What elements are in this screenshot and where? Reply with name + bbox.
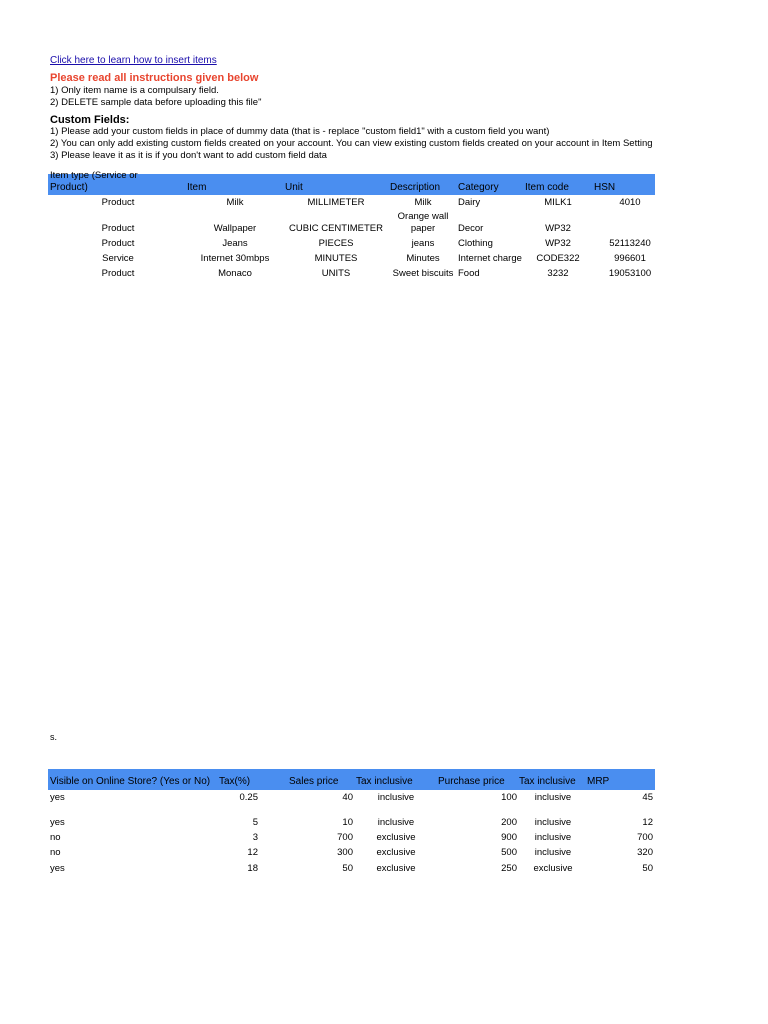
custom-fields-title: Custom Fields: [50, 114, 130, 126]
table-row-1-hsn: 4010 [619, 197, 641, 208]
stray-text: s. [50, 732, 58, 742]
table-row-4-type: Service [102, 253, 134, 264]
pricing-row-1-purchase: 100 [501, 792, 517, 803]
table-row-5-unit: UNITS [321, 268, 351, 279]
pricing-row-2-mrp: 12 [642, 817, 653, 828]
header-visible-online: Visible on Online Store? (Yes or No) [50, 776, 211, 787]
table-row-4-item: Internet 30mbps [200, 253, 270, 264]
insert-items-help-link[interactable]: Click here to learn how to insert items [50, 55, 217, 66]
header-item-type-line2: Product) [50, 182, 88, 193]
header-hsn: HSN [594, 182, 616, 193]
pricing-row-2-inc1: inclusive [377, 817, 415, 828]
table-row-1-unit: MILLIMETER [307, 197, 365, 208]
table-row-2-description: paper [410, 223, 436, 234]
table-row-5-description: Sweet biscuits [392, 268, 454, 279]
instruction-line-2: 2) DELETE sample data before uploading this file" [50, 97, 262, 108]
table-row-4-category: Internet charge [458, 253, 522, 264]
pricing-row-2-inc2: inclusive [534, 817, 572, 828]
instructions-title: Please read all instructions given below [50, 72, 259, 84]
pricing-row-3-mrp: 700 [637, 832, 653, 843]
pricing-row-3-inc1: exclusive [376, 832, 416, 843]
table-row-5-hsn: 19053100 [608, 268, 652, 279]
pricing-row-5-inc1: exclusive [376, 863, 416, 874]
table-row-2-description-line1: Orange wall [397, 211, 449, 222]
table-row-5-code: 3232 [547, 268, 569, 279]
pricing-row-1-visible: yes [50, 792, 65, 803]
header-item: Item [187, 182, 207, 193]
table-row-1-description: Milk [414, 197, 432, 208]
table-row-1-type: Product [101, 197, 135, 208]
pricing-row-1-mrp: 45 [642, 792, 653, 803]
pricing-row-2-visible: yes [50, 817, 65, 828]
header-mrp: MRP [587, 776, 610, 787]
header-unit: Unit [285, 182, 303, 193]
pricing-row-1-inc2: inclusive [534, 792, 572, 803]
table-row-3-hsn: 52113240 [609, 238, 651, 249]
custom-field-line-2: 2) You can only add existing custom fields created on your account. You can view existing custom fields created on your account in Item Setting [50, 138, 653, 149]
header-description: Description [390, 182, 441, 193]
pricing-row-4-tax: 12 [247, 847, 258, 858]
pricing-row-4-visible: no [50, 847, 61, 858]
table-row-3-code: WP32 [545, 238, 571, 249]
pricing-row-5-purchase: 250 [501, 863, 517, 874]
header-category: Category [458, 182, 499, 193]
pricing-row-5-sales: 50 [342, 863, 353, 874]
table-row-2-code: WP32 [545, 223, 571, 234]
header-item-code: Item code [525, 182, 569, 193]
table-row-1-code: MILK1 [544, 197, 572, 208]
instruction-line-1: 1) Only item name is a compulsary field. [50, 85, 219, 96]
header-purchase-price: Purchase price [438, 776, 505, 787]
table-row-1-category: Dairy [458, 197, 481, 208]
pricing-row-4-sales: 300 [337, 847, 353, 858]
pricing-row-2-tax: 5 [252, 817, 258, 828]
pricing-row-2-sales: 10 [342, 817, 353, 828]
pricing-row-1-sales: 40 [342, 792, 353, 803]
pricing-row-3-inc2: inclusive [534, 832, 572, 843]
header-tax-inclusive-sales: Tax inclusive [356, 776, 413, 787]
table-row-2-item: Wallpaper [213, 223, 257, 234]
custom-field-line-3: 3) Please leave it as it is if you don't want to add custom field data [50, 150, 327, 161]
table-row-2-category: Decor [458, 223, 484, 234]
pricing-row-1-inc1: inclusive [377, 792, 415, 803]
pricing-row-3-sales: 700 [337, 832, 353, 843]
table-row-2-unit: CUBIC CENTIMETER [289, 223, 383, 234]
pricing-row-2-purchase: 200 [501, 817, 517, 828]
table-row-4-description: Minutes [406, 253, 440, 264]
header-sales-price: Sales price [289, 776, 339, 787]
pricing-row-4-purchase: 500 [501, 847, 517, 858]
table-row-3-description: jeans [411, 238, 435, 249]
table-row-4-unit: MINUTES [314, 253, 358, 264]
pricing-row-5-mrp: 50 [642, 863, 653, 874]
pricing-row-4-mrp: 320 [637, 847, 653, 858]
header-tax-percent: Tax(%) [219, 776, 251, 787]
table-row-3-category: Clothing [458, 238, 493, 249]
table-row-5-category: Food [458, 268, 480, 279]
table-row-2-type: Product [101, 223, 135, 234]
pricing-row-5-visible: yes [50, 863, 65, 874]
custom-field-line-1: 1) Please add your custom fields in place of dummy data (that is - replace "custom field1" with a custom field you want) [50, 126, 550, 137]
table-row-5-item: Monaco [218, 268, 252, 279]
header-item-type-line1: Item type (Service or [50, 170, 138, 181]
table-row-3-item: Jeans [222, 238, 248, 249]
header-tax-inclusive-purchase: Tax inclusive [519, 776, 576, 787]
pricing-row-3-purchase: 900 [501, 832, 517, 843]
pricing-row-1-tax: 0.25 [239, 792, 258, 803]
pricing-row-5-inc2: exclusive [533, 863, 573, 874]
pricing-row-4-inc1: exclusive [376, 847, 416, 858]
table-row-4-code: CODE322 [536, 253, 580, 264]
pricing-row-3-tax: 3 [252, 832, 258, 843]
table-row-1-item: Milk [226, 197, 244, 208]
pricing-row-5-tax: 18 [247, 863, 258, 874]
pricing-row-4-inc2: inclusive [534, 847, 572, 858]
table-row-5-type: Product [101, 268, 135, 279]
table-row-4-hsn: 996601 [614, 253, 646, 264]
table-row-3-type: Product [101, 238, 135, 249]
table-row-3-unit: PIECES [318, 238, 354, 249]
pricing-row-3-visible: no [50, 832, 61, 843]
